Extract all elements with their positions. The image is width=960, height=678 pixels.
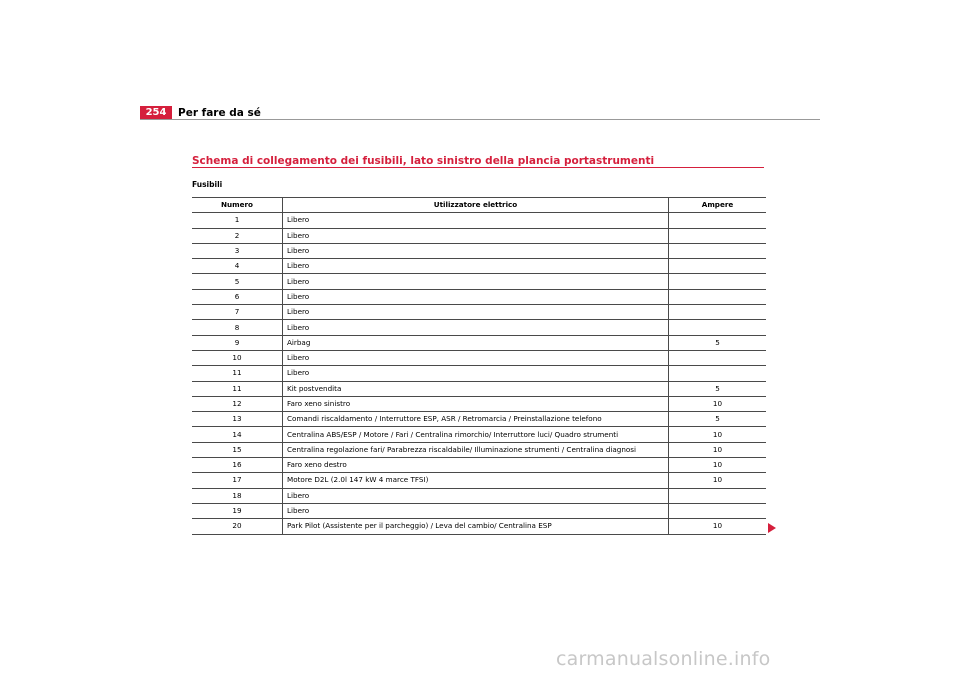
section-divider: [192, 167, 764, 168]
fuse-number-cell: 12: [192, 396, 283, 411]
fuse-ampere-cell: [669, 320, 767, 335]
fuse-number-cell: 2: [192, 228, 283, 243]
fuse-user-cell: Libero: [283, 289, 669, 304]
fuse-ampere-cell: [669, 243, 767, 258]
table-row: [192, 274, 766, 289]
fuse-number-cell: 11: [192, 381, 283, 396]
table-row: [192, 427, 766, 442]
table-row: [192, 473, 766, 488]
column-header-utilizzatore: Utilizzatore elettrico: [283, 198, 669, 213]
fuse-user-cell: Libero: [283, 259, 669, 274]
table-row: [192, 412, 766, 427]
fuse-ampere-cell: 5: [669, 412, 767, 427]
fuse-number-cell: 8: [192, 320, 283, 335]
fuse-user-cell: Comandi riscaldamento / Interruttore ESP, ASR / Retromarcia / Preinstallazione telefono: [283, 412, 669, 427]
fuse-number-cell: 11: [192, 366, 283, 381]
watermark: carmanualsonline.info: [556, 648, 771, 670]
fuse-ampere-cell: 10: [669, 442, 767, 457]
table-header-row: [192, 198, 766, 213]
fuse-user-cell: Kit postvendita: [283, 381, 669, 396]
fuse-user-cell: Libero: [283, 213, 669, 228]
table-row: [192, 503, 766, 518]
fuse-number-cell: 16: [192, 458, 283, 473]
fuse-number-cell: 18: [192, 488, 283, 503]
section-title: Schema di collegamento dei fusibili, lato sinistro della plancia portastrumenti: [192, 155, 655, 167]
table-row: [192, 488, 766, 503]
table-row: [192, 381, 766, 396]
fuse-number-cell: 17: [192, 473, 283, 488]
fuse-ampere-cell: [669, 503, 767, 518]
fuse-user-cell: Motore D2L (2.0l 147 kW 4 marce TFSI): [283, 473, 669, 488]
table-row: [192, 243, 766, 258]
fuse-ampere-cell: [669, 228, 767, 243]
fuse-user-cell: Libero: [283, 320, 669, 335]
fuse-ampere-cell: 10: [669, 473, 767, 488]
fuse-ampere-cell: 10: [669, 427, 767, 442]
table-caption: Fusibili: [192, 180, 223, 189]
header-divider: [140, 119, 820, 120]
fuse-number-cell: 4: [192, 259, 283, 274]
fuse-user-cell: Faro xeno sinistro: [283, 396, 669, 411]
fuse-number-cell: 7: [192, 305, 283, 320]
table-row: [192, 458, 766, 473]
table-row: [192, 366, 766, 381]
page-header-title: Per fare da sé: [178, 107, 261, 119]
fuse-number-cell: 10: [192, 350, 283, 365]
fuse-ampere-cell: [669, 350, 767, 365]
fuse-user-cell: Libero: [283, 274, 669, 289]
fuse-number-cell: 5: [192, 274, 283, 289]
page-number: 254: [140, 106, 172, 120]
fuse-number-cell: 15: [192, 442, 283, 457]
fuse-number-cell: 6: [192, 289, 283, 304]
fuse-user-cell: Park Pilot (Assistente per il parcheggio) / Leva del cambio/ Centralina ESP: [283, 519, 669, 534]
table-row: [192, 335, 766, 350]
fuse-user-cell: Faro xeno destro: [283, 458, 669, 473]
table-row: [192, 213, 766, 228]
fuse-number-cell: 20: [192, 519, 283, 534]
fuse-number-cell: 19: [192, 503, 283, 518]
fuse-user-cell: Centralina ABS/ESP / Motore / Fari / Centralina rimorchio/ Interruttore luci/ Quadro strumenti: [283, 427, 669, 442]
fuse-table: [192, 197, 766, 535]
fuse-ampere-cell: 10: [669, 396, 767, 411]
table-row: [192, 396, 766, 411]
fuse-ampere-cell: 10: [669, 458, 767, 473]
fuse-number-cell: 9: [192, 335, 283, 350]
table-row: [192, 320, 766, 335]
fuse-user-cell: Libero: [283, 350, 669, 365]
fuse-number-cell: 3: [192, 243, 283, 258]
fuse-ampere-cell: 10: [669, 519, 767, 534]
fuse-ampere-cell: [669, 488, 767, 503]
table-row: [192, 289, 766, 304]
fuse-number-cell: 14: [192, 427, 283, 442]
fuse-ampere-cell: [669, 274, 767, 289]
table-row: [192, 228, 766, 243]
column-header-ampere: Ampere: [669, 198, 767, 213]
fuse-ampere-cell: [669, 259, 767, 274]
table-row: [192, 259, 766, 274]
table-row: [192, 519, 766, 534]
fuse-user-cell: Libero: [283, 243, 669, 258]
table-row: [192, 350, 766, 365]
fuse-user-cell: Libero: [283, 503, 669, 518]
fuse-user-cell: Libero: [283, 305, 669, 320]
column-header-numero: Numero: [192, 198, 283, 213]
fuse-ampere-cell: [669, 213, 767, 228]
fuse-number-cell: 13: [192, 412, 283, 427]
fuse-ampere-cell: [669, 366, 767, 381]
fuse-number-cell: 1: [192, 213, 283, 228]
fuse-ampere-cell: 5: [669, 335, 767, 350]
fuse-ampere-cell: [669, 305, 767, 320]
fuse-ampere-cell: [669, 289, 767, 304]
table-row: [192, 442, 766, 457]
fuse-user-cell: Libero: [283, 488, 669, 503]
fuse-user-cell: Centralina regolazione fari/ Parabrezza riscaldabile/ Illuminazione strumenti / Centralina diagnosi: [283, 442, 669, 457]
fuse-user-cell: Libero: [283, 366, 669, 381]
fuse-user-cell: Libero: [283, 228, 669, 243]
fuse-ampere-cell: 5: [669, 381, 767, 396]
triangle-right-icon[interactable]: [768, 523, 776, 533]
fuse-user-cell: Airbag: [283, 335, 669, 350]
table-row: [192, 305, 766, 320]
